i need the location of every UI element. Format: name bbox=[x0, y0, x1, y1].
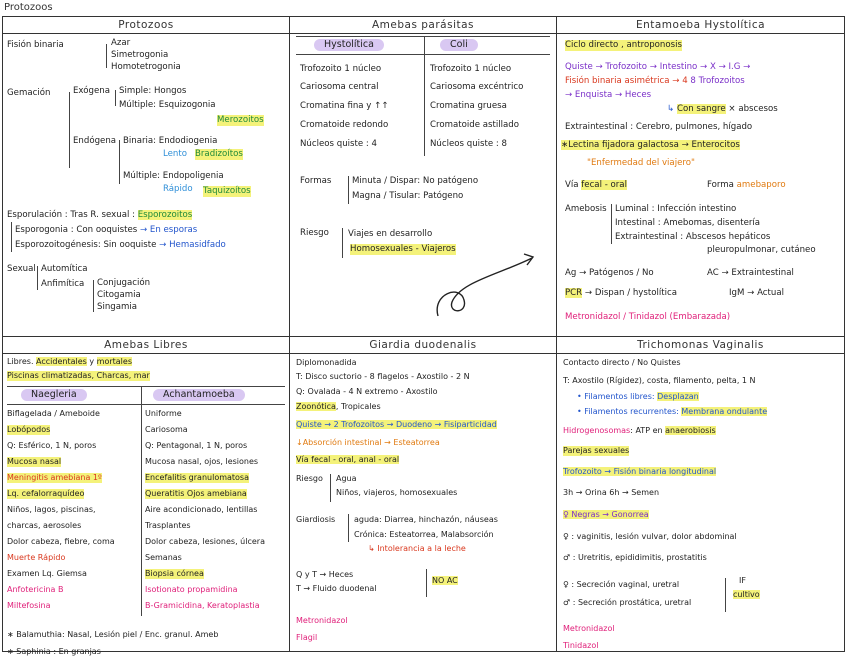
diagnostico-heces: Q y T → Heces bbox=[296, 570, 354, 579]
zoonotica: Zoonótica bbox=[296, 402, 336, 411]
tratamiento: Metronidazol / Tinidazol (Embarazada) bbox=[565, 312, 731, 322]
lectina: ∗Lectina fijadora galactosa → Enterocitos bbox=[561, 140, 740, 150]
fision-row bbox=[565, 76, 745, 87]
panel-header: Giardia duodenalis bbox=[290, 337, 556, 354]
libres-cell-naegleria: Niños, lagos, piscinas, bbox=[7, 505, 96, 514]
amebas-row-1-left: Trofozoito 1 núcleo bbox=[300, 64, 382, 74]
secrecion-femenina: ♀ : Secreción vaginal, uretral bbox=[563, 580, 680, 589]
secrecion-masculina: ♂ : Secreción prostática, uretral bbox=[563, 598, 692, 607]
amebas-row-2-right: Cariosoma excéntrico bbox=[430, 82, 524, 92]
giardiosis-aguda: aguda: Diarrea, hinchazón, náuseas bbox=[354, 515, 498, 524]
giardiosis-cronica: Crónica: Esteatorrea, Malabsorción bbox=[354, 530, 494, 539]
esporogonia-row bbox=[15, 225, 197, 236]
en-esporas: → En esporas bbox=[139, 225, 198, 235]
libres-cell-naegleria: Dolor cabeza, fiebre, coma bbox=[7, 537, 115, 546]
via-transmision: Vía fecal - oral, anal - oral bbox=[296, 455, 400, 464]
endogena-label: Endógena bbox=[73, 136, 117, 146]
libres-cell-naegleria: Q: Esférico, 1 N, poros bbox=[7, 441, 97, 450]
exogena-label: Exógena bbox=[73, 86, 110, 96]
panel-header: Amebas Libres bbox=[3, 337, 289, 354]
exogena-multiple: Múltiple: Esquizogonia bbox=[119, 100, 216, 110]
citogamia: Citogamia bbox=[97, 290, 141, 300]
metronidazol: Metronidazol bbox=[563, 624, 615, 633]
libres-cell-naegleria: Lq. cefalorraquídeo bbox=[7, 489, 85, 498]
esporozoitogenesis-row bbox=[15, 240, 226, 251]
panel-amebas-parasitas bbox=[290, 17, 557, 337]
quiste-flow: Quiste → 2 Trofozoitos → Duodeno → Fisiparticidad bbox=[296, 420, 497, 429]
pcr-row: PCR → Dispan / hystolítica bbox=[565, 288, 677, 298]
enquista-heces: → Enquista → Heces bbox=[565, 90, 652, 100]
amebas-row-2-left: Cariosoma central bbox=[300, 82, 379, 92]
parejas-sexuales: Parejas sexuales bbox=[563, 446, 630, 455]
col-hystolitica: Hystolítica bbox=[314, 39, 384, 51]
bradizoitos: Bradizoítos bbox=[195, 149, 243, 159]
ac-row: AC → Extraintestinal bbox=[707, 268, 794, 278]
esporozoitos: Esporozoitos bbox=[137, 210, 193, 220]
panel-giardia bbox=[290, 337, 557, 651]
col-naegleria: Naegleria bbox=[21, 389, 87, 401]
forma-minuta: Minuta / Dispar: No patógeno bbox=[352, 176, 479, 186]
fision-simetrogonia: Simetrogonia bbox=[111, 50, 169, 60]
trofozoito-desc: T: Axostilo (Rígidez), costa, filamento, pelta, 1 N bbox=[563, 376, 756, 385]
vaginitis: ♀ : vaginitis, lesión vulvar, dolor abdominal bbox=[563, 532, 737, 541]
extraintestinal-sites: Extraintestinal : Cerebro, pulmones, hígado bbox=[565, 122, 753, 132]
forma-row: Forma amebaporo bbox=[707, 180, 786, 190]
panel-amebas-libres bbox=[3, 337, 290, 656]
libres-cell-naegleria: Mucosa nasal bbox=[7, 457, 62, 466]
enfermedad-viajero: "Enfermedad del viajero" bbox=[587, 158, 695, 168]
saphinia: ∗ Saphinia : En granjas bbox=[7, 647, 101, 656]
libres-cell-naegleria: Lobópodos bbox=[7, 425, 51, 434]
trofozoito-fision: Trofozoito → Fisión binaria longitudinal bbox=[563, 467, 717, 476]
con-sangre: Con sangre bbox=[676, 104, 726, 114]
libres-cell-achantamoeba: Uniforme bbox=[145, 409, 182, 418]
hemosidfado: → Hemasidfado bbox=[159, 240, 226, 250]
esporozoitogenesis-label: Esporozoitogénesis: Sin ooquiste bbox=[15, 240, 160, 250]
quiste-flow: Quiste → Trofozoito → Intestino → X → I.G → bbox=[565, 62, 751, 72]
negras: ♀ Negras → Gonorrea bbox=[563, 510, 649, 519]
gemacion-label: Gemación bbox=[7, 88, 51, 98]
libres-cell-naegleria: Miltefosina bbox=[7, 601, 51, 610]
metronidazol: Metronidazol bbox=[296, 616, 348, 625]
fision-azar: Azar bbox=[111, 38, 131, 48]
filamentos-libres: • Filamentos libres: Desplazan bbox=[577, 392, 699, 401]
ag-row: Ag → Patógenos / No bbox=[565, 268, 654, 278]
anfimitica: Anfimítica bbox=[41, 279, 85, 289]
if: IF bbox=[739, 576, 746, 585]
panel-header: Amebas parásitas bbox=[290, 17, 556, 34]
libres-cell-achantamoeba: Trasplantes bbox=[145, 521, 191, 530]
no-ac: NO AC bbox=[432, 576, 458, 585]
libres-row: Libres. Accidentales y mortales bbox=[7, 357, 132, 366]
riesgo-ninos: Niños, viajeros, homosexuales bbox=[336, 488, 458, 497]
piscinas: Piscinas climatizadas, Charcas, mar bbox=[7, 371, 150, 380]
riesgo-label: Riesgo bbox=[296, 474, 323, 483]
cultivo: cultivo bbox=[733, 590, 760, 599]
libres-cell-achantamoeba: B-Gramicidina, Keratoplastia bbox=[145, 601, 260, 610]
amebas-row-5-right: Núcleos quiste : 8 bbox=[430, 139, 507, 149]
panel-header: Protozoos bbox=[3, 17, 289, 34]
libres-cell-achantamoeba: Encefalitis granulomatosa bbox=[145, 473, 250, 482]
lento-label: Lento bbox=[163, 149, 187, 159]
taquizoitos: Taquizoítos bbox=[203, 186, 251, 196]
uretritis: ♂ : Uretritis, epididimitis, prostatitis bbox=[563, 553, 707, 562]
libres-cell-naegleria: Biflagelada / Ameboide bbox=[7, 409, 100, 418]
libres-cell-achantamoeba: Biopsia córnea bbox=[145, 569, 204, 578]
quiste-desc: Q: Ovalada - 4 N extremo - Axostilo bbox=[296, 387, 438, 396]
automitica: Automítica bbox=[41, 264, 88, 274]
libres-cell-achantamoeba: Dolor cabeza, lesiones, úlcera bbox=[145, 537, 265, 546]
spiral-arrow-icon bbox=[430, 244, 540, 324]
panel-header: Entamoeba Hystolítica bbox=[557, 17, 844, 34]
absorcion: ↓Absorción intestinal → Esteatorrea bbox=[296, 438, 440, 447]
libres-cell-naegleria: Examen Lq. Giemsa bbox=[7, 569, 87, 578]
fecal-oral: fecal - oral bbox=[581, 180, 627, 190]
endogena-multiple: Múltiple: Endopoligenia bbox=[123, 171, 224, 181]
hidrogenosomas: Hidrogenosomas bbox=[563, 426, 631, 435]
libres-cell-achantamoeba: Cariosoma bbox=[145, 425, 188, 434]
amebas-row-4-right: Cromatoide astillado bbox=[430, 120, 519, 130]
flagil: Flagil bbox=[296, 633, 318, 642]
diplomonadida: Diplomonadida bbox=[296, 358, 357, 367]
hidrogenosomas-row: Hidrogenosomas: ATP en anaerobiosis bbox=[563, 426, 716, 435]
amebas-row-1-right: Trofozoito 1 núcleo bbox=[430, 64, 512, 74]
libres-cell-naegleria: Muerte Rápido bbox=[7, 553, 66, 562]
panel-entamoeba bbox=[557, 17, 844, 337]
trofozoitos-count: 8 Trofozoitos bbox=[690, 76, 745, 86]
conjugacion: Conjugación bbox=[97, 278, 151, 288]
libres-cell-naegleria: charcas, aerosoles bbox=[7, 521, 82, 530]
libres-cell-naegleria: Meningitis amebiana 1º bbox=[7, 473, 102, 482]
endogena-binaria: Binaria: Endodiogenia bbox=[123, 136, 218, 146]
notes-grid bbox=[2, 16, 845, 656]
intolerancia: ↳ Intolerancia a la leche bbox=[368, 544, 466, 553]
amebosis-pleuro: pleuropulmonar, cutáneo bbox=[707, 245, 816, 255]
giardiosis-label: Giardiosis bbox=[296, 515, 336, 524]
amebas-row-3-left: Cromatina fina y ↑↑ bbox=[300, 101, 389, 111]
amebas-row-5-left: Núcleos quiste : 4 bbox=[300, 139, 377, 149]
sexual-label: Sexual bbox=[7, 264, 36, 274]
exogena-simple: Simple: Hongos bbox=[119, 86, 187, 96]
col-achantamoeba: Achantamoeba bbox=[153, 389, 245, 401]
mortales: mortales bbox=[96, 357, 132, 366]
orina-semen: 3h → Orina 6h → Semen bbox=[563, 488, 660, 497]
esporulacion-row bbox=[7, 210, 192, 221]
page-title: Protozoos bbox=[4, 2, 53, 13]
filamentos-recurrentes: • Filamentos recurrentes: Membrana ondulante bbox=[577, 407, 768, 416]
tinidazol: Tinidazol bbox=[563, 641, 599, 650]
amebas-row-4-left: Cromatoide redondo bbox=[300, 120, 389, 130]
libres-cell-naegleria: Anfotericina B bbox=[7, 585, 64, 594]
accidentales: Accidentales bbox=[36, 357, 87, 366]
riesgo-label: Riesgo bbox=[300, 228, 329, 238]
libres-cell-achantamoeba: Queratitis Ojos amebiana bbox=[145, 489, 247, 498]
fision-asimetrica: Fisión binaria asimétrica → 4 bbox=[565, 76, 691, 86]
amebosis-extraintestinal: Extraintestinal : Abscesos hepáticos bbox=[615, 232, 771, 242]
libres-cell-achantamoeba: Q: Pentagonal, 1 N, poros bbox=[145, 441, 248, 450]
amebosis-label: Amebosis bbox=[565, 204, 607, 214]
rapido-label: Rápido bbox=[163, 184, 193, 194]
forma-magna: Magna / Tisular: Patógeno bbox=[352, 191, 464, 201]
panel-protozoos bbox=[3, 17, 290, 337]
panel-header: Trichomonas Vaginalis bbox=[557, 337, 844, 354]
zoonotica-row: Zoonótica, Tropicales bbox=[296, 402, 381, 411]
amebas-row-3-right: Cromatina gruesa bbox=[430, 101, 507, 111]
diagnostico-fluido: T → Fluido duodenal bbox=[296, 584, 377, 593]
esporogonia-label: Esporogonia : Con ooquistes bbox=[15, 225, 140, 235]
col-coli: Coli bbox=[440, 39, 478, 51]
via-row: Vía fecal - oral bbox=[565, 180, 627, 190]
libres-cell-achantamoeba: Mucosa nasal, ojos, lesiones bbox=[145, 457, 259, 466]
panel-trichomonas bbox=[557, 337, 844, 651]
amebosis-luminal: Luminal : Infección intestino bbox=[615, 204, 737, 214]
libres-cell-achantamoeba: Isotionato propamidina bbox=[145, 585, 238, 594]
sangre-row: ↳ Con sangre × abscesos bbox=[667, 104, 778, 114]
merozoitos: Merozoitos bbox=[217, 115, 264, 125]
libres-cell-achantamoeba: Aire acondicionado, lentillas bbox=[145, 505, 258, 514]
pcr: PCR bbox=[565, 288, 583, 298]
formas-label: Formas bbox=[300, 176, 332, 186]
riesgo-homosexuales: Homosexuales - Viajeros bbox=[350, 244, 456, 254]
esporulacion-label: Esporulación : Tras R. sexual : bbox=[7, 210, 138, 220]
amebaporo: amebaporo bbox=[736, 180, 786, 190]
amebosis-intestinal: Intestinal : Amebomas, disentería bbox=[615, 218, 761, 228]
fision-homotetrogonia: Homotetrogonia bbox=[111, 62, 181, 72]
ciclo-directo: Ciclo directo , antroponosis bbox=[565, 40, 682, 50]
contacto: Contacto directo / No Quistes bbox=[563, 358, 681, 367]
igm-row: IgM → Actual bbox=[729, 288, 784, 298]
singamia: Singamia bbox=[97, 302, 138, 312]
riesgo-agua: Agua bbox=[336, 474, 357, 483]
trofozoito-desc: T: Disco suctorio - 8 flagelos - Axostilo - 2 N bbox=[296, 372, 470, 381]
riesgo-viajes: Viajes en desarrollo bbox=[348, 229, 433, 239]
fision-label: Fisión binaria bbox=[7, 40, 64, 50]
balamuthia: ∗ Balamuthia: Nasal, Lesión piel / Enc. granul. Ameb bbox=[7, 630, 219, 639]
libres-cell-achantamoeba: Semanas bbox=[145, 553, 182, 562]
abscesos: × abscesos bbox=[725, 104, 778, 114]
